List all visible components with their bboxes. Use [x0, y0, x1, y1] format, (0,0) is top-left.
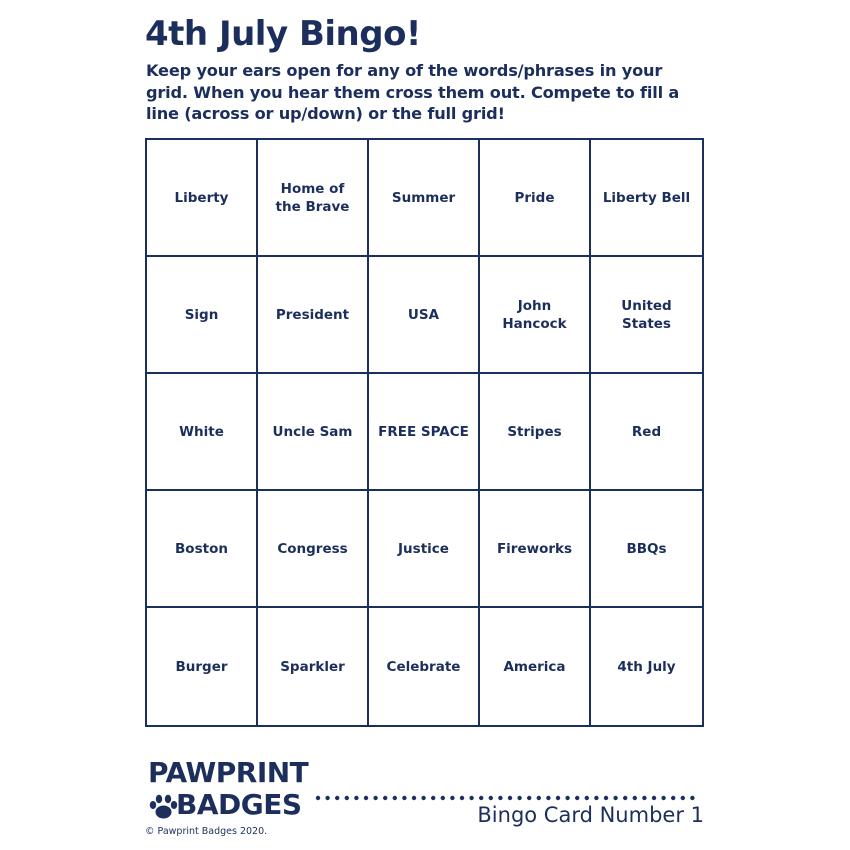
- instructions-text: Keep your ears open for any of the words/phrases in your grid. When you hear them cross them out. Compete to fill a line (across or up/down) or the full grid!: [146, 61, 680, 123]
- divider-dot: [613, 796, 617, 800]
- divider-dot: [585, 796, 589, 800]
- divider-dot: [604, 796, 608, 800]
- bingo-cell[interactable]: Burger: [147, 608, 258, 725]
- divider-dot: [393, 796, 397, 800]
- bingo-cell[interactable]: Celebrate: [369, 608, 480, 725]
- bingo-cell[interactable]: Boston: [147, 491, 258, 608]
- bingo-cell[interactable]: America: [480, 608, 591, 725]
- divider-dot: [642, 796, 646, 800]
- divider-dot: [652, 796, 656, 800]
- logo-line1: PAWPRINT: [148, 756, 309, 789]
- divider-dot: [633, 796, 637, 800]
- divider-dot: [508, 796, 512, 800]
- divider-dot: [690, 796, 694, 800]
- paw-icon: [148, 792, 178, 822]
- divider-dot: [546, 796, 550, 800]
- divider-dot: [575, 796, 579, 800]
- bingo-cell[interactable]: Sparkler: [258, 608, 369, 725]
- divider-dot: [681, 796, 685, 800]
- divider-dot: [498, 796, 502, 800]
- copyright-text: © Pawprint Badges 2020.: [145, 826, 268, 837]
- bingo-cell[interactable]: Red: [591, 374, 702, 491]
- bingo-cell[interactable]: Congress: [258, 491, 369, 608]
- bingo-cell[interactable]: President: [258, 257, 369, 374]
- bingo-cell[interactable]: White: [147, 374, 258, 491]
- bingo-cell[interactable]: USA: [369, 257, 480, 374]
- bingo-grid: [145, 138, 704, 727]
- divider-dot: [556, 796, 560, 800]
- logo-line2: BADGES: [176, 788, 302, 821]
- divider-dot: [489, 796, 493, 800]
- bingo-cell[interactable]: United States: [591, 257, 702, 374]
- card-number: Bingo Card Number 1: [477, 803, 704, 827]
- bingo-cell[interactable]: John Hancock: [480, 257, 591, 374]
- pawprint-badges-logo: [148, 756, 318, 826]
- bingo-cell[interactable]: 4th July: [617, 658, 676, 675]
- divider-dot: [364, 796, 368, 800]
- divider-dot: [527, 796, 531, 800]
- bingo-cell[interactable]: Home of the Brave: [258, 140, 369, 257]
- divider-dot: [441, 796, 445, 800]
- divider-dot: [460, 796, 464, 800]
- page-title: 4th July Bingo!: [145, 14, 421, 54]
- divider-dot: [325, 796, 329, 800]
- bingo-cell[interactable]: Liberty Bell: [591, 140, 702, 257]
- divider-dot: [335, 796, 339, 800]
- bingo-cell[interactable]: Stripes: [480, 374, 591, 491]
- divider-dot: [383, 796, 387, 800]
- bingo-cell-free-space[interactable]: FREE SPACE: [369, 374, 480, 491]
- divider-dot: [565, 796, 569, 800]
- divider-dot: [450, 796, 454, 800]
- divider-dot: [316, 796, 320, 800]
- divider-dot: [594, 796, 598, 800]
- divider-dot: [623, 796, 627, 800]
- bingo-cell[interactable]: Pride: [480, 140, 591, 257]
- divider-dot: [354, 796, 358, 800]
- divider-dot: [421, 796, 425, 800]
- divider-dot: [345, 796, 349, 800]
- bingo-cell[interactable]: BBQs: [591, 491, 702, 608]
- bingo-cell[interactable]: Summer: [369, 140, 480, 257]
- bingo-cell[interactable]: Fireworks: [480, 491, 591, 608]
- divider-dot: [671, 796, 675, 800]
- divider-dot: [517, 796, 521, 800]
- divider-dot: [412, 796, 416, 800]
- divider-dot: [479, 796, 483, 800]
- bingo-cell[interactable]: Liberty: [147, 140, 258, 257]
- divider-dot: [431, 796, 435, 800]
- divider-dot: [469, 796, 473, 800]
- divider-dot: [661, 796, 665, 800]
- bingo-cell[interactable]: Sign: [147, 257, 258, 374]
- divider-dot: [373, 796, 377, 800]
- divider-dot: [402, 796, 406, 800]
- divider-dot: [537, 796, 541, 800]
- bingo-cell[interactable]: Uncle Sam: [258, 374, 369, 491]
- bingo-cell[interactable]: Justice: [369, 491, 480, 608]
